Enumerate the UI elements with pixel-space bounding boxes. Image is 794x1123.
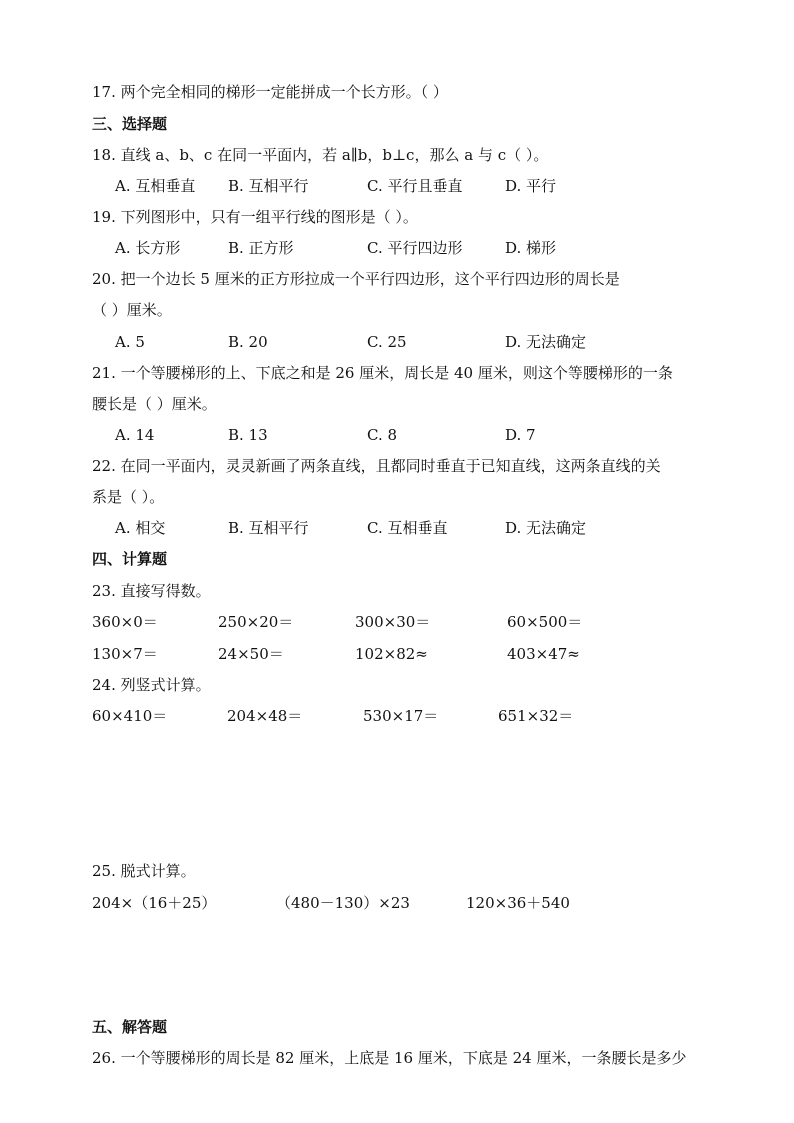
option-c: C. 25 — [367, 333, 407, 351]
expression: 250×20＝ — [218, 613, 294, 631]
question-19-stem: 19. 下列图形中，只有一组平行线的图形是（ ）。 — [92, 208, 418, 226]
expression: 130×7＝ — [92, 645, 158, 663]
expression: （480－130）×23 — [276, 894, 410, 912]
section-title-choice: 三、选择题 — [92, 115, 168, 133]
expression: 24×50＝ — [218, 645, 284, 663]
question-17: 17. 两个完全相同的梯形一定能拼成一个长方形。（ ） — [92, 83, 448, 101]
expression: 102×82≈ — [355, 645, 428, 663]
option-c: C. 平行且垂直 — [367, 177, 463, 195]
option-a: A. 相交 — [115, 519, 166, 537]
question-22-stem: 22. 在同一平面内，灵灵新画了两条直线，且都同时垂直于已知直线，这两条直线的关 — [92, 457, 661, 475]
expression: 300×30＝ — [355, 613, 431, 631]
option-c: C. 互相垂直 — [367, 519, 448, 537]
option-b: B. 互相平行 — [228, 519, 309, 537]
option-b: B. 20 — [228, 333, 268, 351]
option-d: D. 梯形 — [505, 239, 557, 257]
option-d: D. 7 — [505, 426, 536, 444]
option-b: B. 正方形 — [228, 239, 294, 257]
option-d: D. 无法确定 — [505, 519, 587, 537]
expression: 360×0＝ — [92, 613, 158, 631]
expression: 60×410＝ — [92, 707, 168, 725]
expression: 651×32＝ — [498, 707, 574, 725]
option-c: C. 8 — [367, 426, 398, 444]
section-title-calculation: 四、计算题 — [92, 550, 168, 568]
expression: 204×48＝ — [227, 707, 303, 725]
question-24-stem: 24. 列竖式计算。 — [92, 676, 211, 694]
question-26: 26. 一个等腰梯形的周长是 82 厘米，上底是 16 厘米，下底是 24 厘米，一条腰长是多少 — [92, 1049, 687, 1067]
question-20-stem: 20. 把一个边长 5 厘米的正方形拉成一个平行四边形，这个平行四边形的周长是 — [92, 270, 620, 288]
section-title-solutions: 五、解答题 — [92, 1018, 168, 1036]
question-20-stem-cont: （ ）厘米。 — [92, 301, 172, 319]
question-18-stem: 18. 直线 a、b、c 在同一平面内，若 a∥b，b⊥c，那么 a 与 c（ ）。 — [92, 146, 549, 164]
expression: 120×36＋540 — [466, 894, 570, 912]
option-d: D. 平行 — [505, 177, 557, 195]
question-21-stem: 21. 一个等腰梯形的上、下底之和是 26 厘米，周长是 40 厘米，则这个等腰梯形的一条 — [92, 364, 673, 382]
option-a: A. 长方形 — [115, 239, 181, 257]
question-25-stem: 25. 脱式计算。 — [92, 862, 196, 880]
option-c: C. 平行四边形 — [367, 239, 463, 257]
expression: 530×17＝ — [363, 707, 439, 725]
option-a: A. 互相垂直 — [115, 177, 196, 195]
option-a: A. 5 — [115, 333, 145, 351]
option-b: B. 互相平行 — [228, 177, 309, 195]
question-22-stem-cont: 系是（ ）。 — [92, 488, 165, 506]
expression: 204×（16＋25） — [92, 894, 217, 912]
option-a: A. 14 — [115, 426, 155, 444]
option-b: B. 13 — [228, 426, 268, 444]
option-d: D. 无法确定 — [505, 333, 587, 351]
expression: 403×47≈ — [507, 645, 580, 663]
question-23-stem: 23. 直接写得数。 — [92, 582, 211, 600]
expression: 60×500＝ — [507, 613, 583, 631]
question-21-stem-cont: 腰长是（ ）厘米。 — [92, 395, 217, 413]
